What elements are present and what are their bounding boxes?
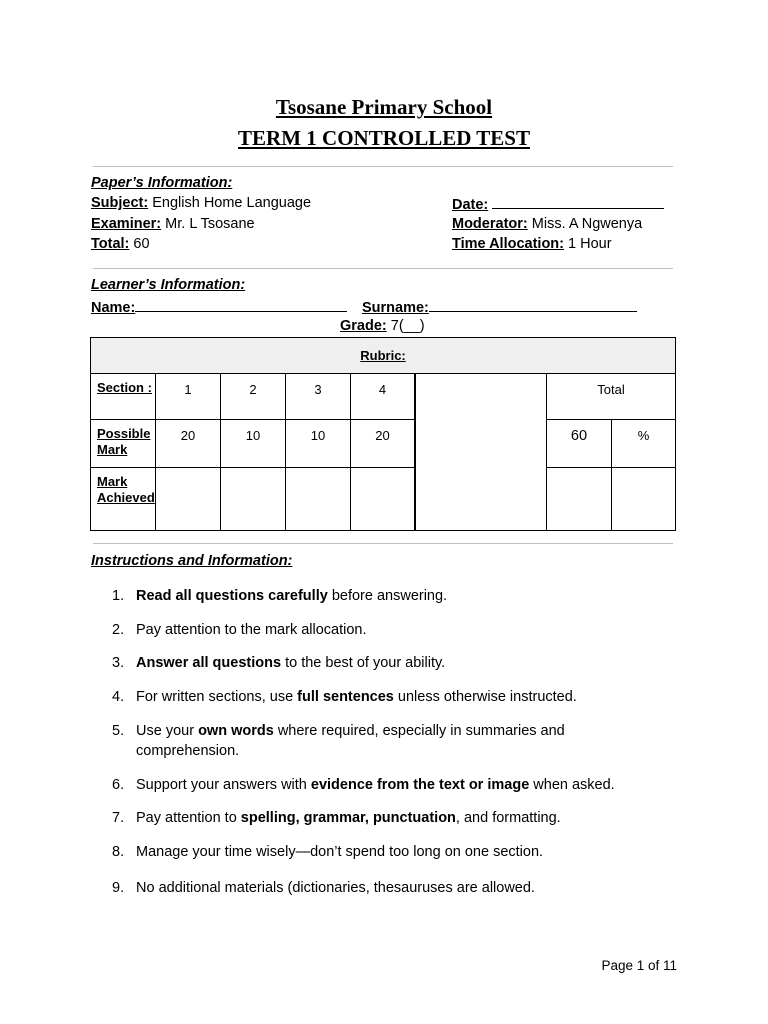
mark-cell: 20 — [156, 420, 221, 468]
subject-line — [91, 194, 311, 212]
moderator-value: Miss. A Ngwenya — [531, 216, 643, 232]
section-cell: 3 — [286, 374, 351, 420]
time-line — [452, 235, 612, 253]
surname-line — [362, 297, 637, 317]
table-row — [91, 420, 676, 468]
list-item: 7. Pay attention to spelling, grammar, punctuation, and formatting. — [112, 810, 561, 826]
grade-line — [340, 317, 425, 335]
row-label-section: Section : — [91, 374, 156, 420]
paper-info-heading: Paper’s Information: — [91, 175, 233, 191]
school-name: Tsosane Primary School — [275, 95, 493, 119]
grade-label: Grade: — [340, 318, 387, 334]
instructions-heading: Instructions and Information: — [91, 553, 293, 569]
blank-cell — [415, 374, 547, 531]
list-item: 6. Support your answers with evidence from the text or image when asked. — [112, 777, 615, 793]
table-row — [91, 468, 676, 531]
name-blank[interactable] — [135, 297, 347, 312]
total-line — [91, 235, 150, 253]
list-item: 4. For written sections, use full sentences unless otherwise instructed. — [112, 689, 577, 705]
moderator-label: Moderator: — [452, 216, 528, 232]
list-item: 8. Manage your time wisely—don’t spend too long on one section. — [112, 844, 544, 860]
name-line — [91, 297, 347, 317]
list-item: 9. No additional materials (dictionaries, thesauruses are allowed. — [112, 880, 535, 896]
test-title: TERM 1 CONTROLLED TEST — [238, 126, 530, 150]
mark-cell: 20 — [351, 420, 416, 468]
total-value: 60 — [133, 236, 150, 252]
list-item: 3. Answer all questions to the best of your ability. — [112, 655, 446, 671]
achieved-input-cell[interactable] — [221, 468, 286, 531]
date-label: Date: — [452, 197, 489, 213]
page-number: Page 1 of 11 — [601, 958, 677, 973]
time-value: 1 Hour — [568, 236, 612, 252]
learner-info-heading: Learner’s Information: — [91, 277, 246, 293]
divider — [93, 166, 673, 167]
total-label: Total: — [91, 236, 130, 252]
subject-label: Subject: — [91, 195, 149, 211]
achieved-input-cell[interactable] — [286, 468, 351, 531]
achieved-percent-cell[interactable] — [612, 468, 676, 531]
surname-label: Surname: — [362, 300, 429, 316]
section-cell: 2 — [221, 374, 286, 420]
date-blank[interactable] — [492, 194, 664, 209]
examiner-value: Mr. L Tsosane — [165, 216, 255, 232]
list-item: 1. Read all questions carefully before answering. — [112, 588, 448, 604]
date-line — [452, 194, 664, 214]
moderator-line — [452, 215, 642, 233]
section-cell: 1 — [156, 374, 221, 420]
list-item: 2. Pay attention to the mark allocation. — [112, 622, 367, 638]
total-value-cell: 60 — [547, 420, 612, 468]
section-cell: 4 — [351, 374, 416, 420]
mark-cell: 10 — [221, 420, 286, 468]
divider — [93, 543, 673, 544]
row-label-achieved: Mark Achieved — [91, 468, 156, 531]
divider — [93, 268, 673, 269]
rubric-title: Rubric: — [91, 338, 676, 374]
examiner-label: Examiner: — [91, 216, 162, 232]
table-row — [91, 374, 676, 420]
list-item: 5. Use your own words where required, especially in summaries and comprehension. — [112, 723, 565, 759]
time-label: Time Allocation: — [452, 236, 564, 252]
instructions-list — [112, 586, 632, 898]
rubric-table — [90, 337, 676, 531]
achieved-input-cell[interactable] — [351, 468, 416, 531]
examiner-line — [91, 215, 255, 233]
percent-cell: % — [612, 420, 676, 468]
surname-blank[interactable] — [429, 297, 637, 312]
grade-value: 7(__) — [390, 318, 425, 334]
name-label: Name: — [91, 300, 136, 316]
total-header-cell: Total — [547, 374, 676, 420]
achieved-input-cell[interactable] — [156, 468, 221, 531]
achieved-total-cell[interactable] — [547, 468, 612, 531]
mark-cell: 10 — [286, 420, 351, 468]
row-label-possible: Possible Mark — [91, 420, 156, 468]
subject-value: English Home Language — [152, 195, 312, 211]
